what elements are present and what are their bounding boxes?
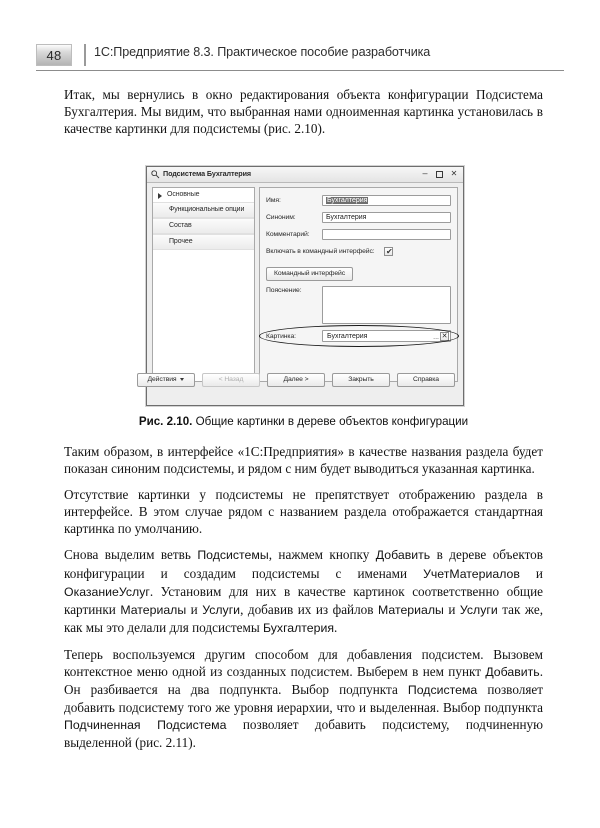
nav-item-prochee[interactable] — [153, 234, 254, 250]
actions-button-label: Действия — [147, 376, 177, 383]
text-run: и — [186, 601, 203, 617]
picture-clear-button[interactable]: ✕ — [441, 333, 448, 340]
picture-select-button[interactable]: ... — [433, 334, 439, 341]
name-label: Имя: — [266, 196, 281, 204]
close-icon[interactable]: ✕ — [450, 169, 458, 178]
command-interface-button[interactable]: Командный интерфейс — [266, 267, 353, 281]
include-in-command-interface-row — [266, 245, 451, 257]
ui-term-podsistemy: Подсистемы — [197, 548, 269, 563]
text-run: Снова выделим ветвь — [64, 547, 198, 563]
text-run: , нажмем кнопку — [268, 547, 376, 563]
next-button[interactable]: Далее > — [267, 373, 325, 387]
check-icon: ✔ — [386, 246, 393, 256]
name-input[interactable] — [322, 195, 451, 206]
header-rule — [36, 70, 564, 71]
text-run: . — [334, 619, 338, 635]
paragraph-2: Таким образом, в интерфейсе «1С:Предприятия» в качестве названия раздела будет показан синоним подсистемы, и рядом с ним будет выводиться указанная картинка. — [64, 444, 543, 477]
ui-term-materialy-2: Материалы — [378, 602, 444, 617]
ui-term-uchetmaterialov: УчетМатериалов — [423, 566, 520, 581]
ui-term-buhgalteriya: Бухгалтерия — [262, 620, 335, 635]
help-button[interactable]: Справка — [397, 373, 455, 387]
ui-term-dobavit-2: Добавить — [485, 665, 540, 680]
explanation-textarea[interactable] — [322, 286, 451, 324]
figure-caption — [64, 415, 543, 428]
command-interface-button-row — [266, 262, 451, 281]
include-in-command-interface-label: Включать в командный интерфейс: — [266, 247, 375, 255]
subsystem-editor-window — [146, 166, 464, 406]
minimize-icon[interactable]: – — [422, 168, 428, 178]
synonym-row — [266, 211, 451, 223]
ui-term-podsistema: Подсистема — [407, 683, 478, 698]
content-bottom — [64, 443, 543, 761]
dialog-body — [147, 183, 463, 390]
paragraph-3: Отсутствие картинки у подсистемы не препятствует отображению раздела в интерфейсе. В этом случае рядом с названием раздела отображается стандартная картинка по умолчанию. — [64, 487, 543, 537]
nav-item-sostav[interactable] — [153, 218, 254, 234]
dialog-form-panel — [259, 187, 458, 382]
chevron-down-icon — [180, 378, 184, 381]
chevron-right-icon — [158, 193, 162, 199]
ui-term-uslugi-2: Услуги — [459, 602, 498, 617]
synonym-label: Синоним: — [266, 213, 296, 221]
picture-row — [266, 330, 451, 342]
text-run: . Он разбивается на два подпункта. Выбор подпункта — [64, 664, 543, 698]
window-controls — [420, 169, 459, 179]
running-title: 1С:Предприятие 8.3. Практическое пособие разработчика — [94, 45, 431, 59]
header-divider — [84, 44, 86, 66]
dialog-nav-panel — [152, 187, 255, 382]
maximize-icon[interactable] — [436, 171, 443, 178]
synonym-input[interactable]: Бухгалтерия — [322, 212, 451, 223]
dialog-title: Подсистема Бухгалтерия — [163, 169, 252, 178]
subsystem-icon — [151, 170, 160, 179]
ui-term-podchinennaya-podsistema: Подчиненная Подсистема — [64, 718, 227, 733]
dialog-footer — [147, 373, 463, 387]
text-run: позволяет добавить подсистему того же уровня иерархии, что и выделенная. Выбор подпункта — [64, 682, 543, 716]
explanation-label: Пояснение: — [266, 287, 302, 294]
text-run: , добавив их из файлов — [240, 601, 378, 617]
page-header — [36, 44, 564, 74]
figure-caption-text: Общие картинки в дереве объектов конфигурации — [192, 415, 469, 428]
content-top — [64, 86, 543, 146]
name-row — [266, 194, 451, 206]
page-number-badge: 48 — [36, 44, 72, 66]
text-run: позволяет добавить подсистему, подчиненную выделенной (рис. 2.11). — [64, 717, 544, 751]
include-in-command-interface-checkbox[interactable] — [384, 247, 393, 256]
comment-input[interactable] — [322, 229, 451, 240]
ui-term-materialy-1: Материалы — [120, 602, 187, 617]
back-button[interactable]: < Назад — [202, 373, 260, 387]
nav-item-label: Функциональные опции — [169, 206, 245, 213]
ui-term-dobavit: Добавить — [375, 548, 431, 563]
text-run: в дереве объектов конфигурации и создадим подсистемы с именами — [64, 547, 543, 581]
ui-term-uslugi-1: Услуги — [202, 602, 241, 617]
paragraph-4 — [64, 546, 543, 636]
figure-caption-label: Рис. 2.10. — [138, 415, 193, 428]
nav-item-osnovnye[interactable] — [153, 188, 254, 202]
explanation-row — [266, 286, 451, 324]
text-run: и — [443, 601, 460, 617]
paragraph-5 — [64, 646, 543, 752]
picture-input[interactable] — [322, 330, 451, 342]
dialog-titlebar — [147, 167, 463, 183]
comment-row — [266, 228, 451, 240]
text-run: и — [519, 565, 543, 581]
nav-item-funkcionalnye-opcii[interactable] — [153, 202, 254, 218]
nav-item-label: Прочее — [169, 238, 193, 245]
text-run: Теперь воспользуемся другим способом для добавления подсистем. Вызовем контекстное меню одной из созданных подсистем. Выберем в нем пункт — [64, 646, 543, 680]
close-button[interactable]: Закрыть — [332, 373, 390, 387]
paragraph-1: Итак, мы вернулись в окно редактирования объекта конфигурации Подсистема Бухгалтерия. Мы видим, что выбранная нами одноименная картинка установилась в качестве картинки для подсистемы (рис. 2.10). — [64, 87, 543, 137]
actions-button[interactable] — [137, 373, 195, 387]
text-run: так же, как мы это делали для подсистемы — [64, 601, 544, 635]
picture-label: Картинка: — [266, 332, 296, 340]
text-run: . Установим для них в качестве картинок соответственно общие картинки — [64, 583, 543, 617]
nav-item-label: Состав — [169, 222, 192, 229]
nav-item-label: Основные — [167, 191, 200, 198]
picture-input-value: Бухгалтерия — [327, 333, 368, 340]
comment-label: Комментарий: — [266, 230, 310, 238]
name-input-value: Бухгалтерия — [327, 196, 368, 204]
ui-term-okazanieuslug: ОказаниеУслуг — [64, 584, 150, 599]
